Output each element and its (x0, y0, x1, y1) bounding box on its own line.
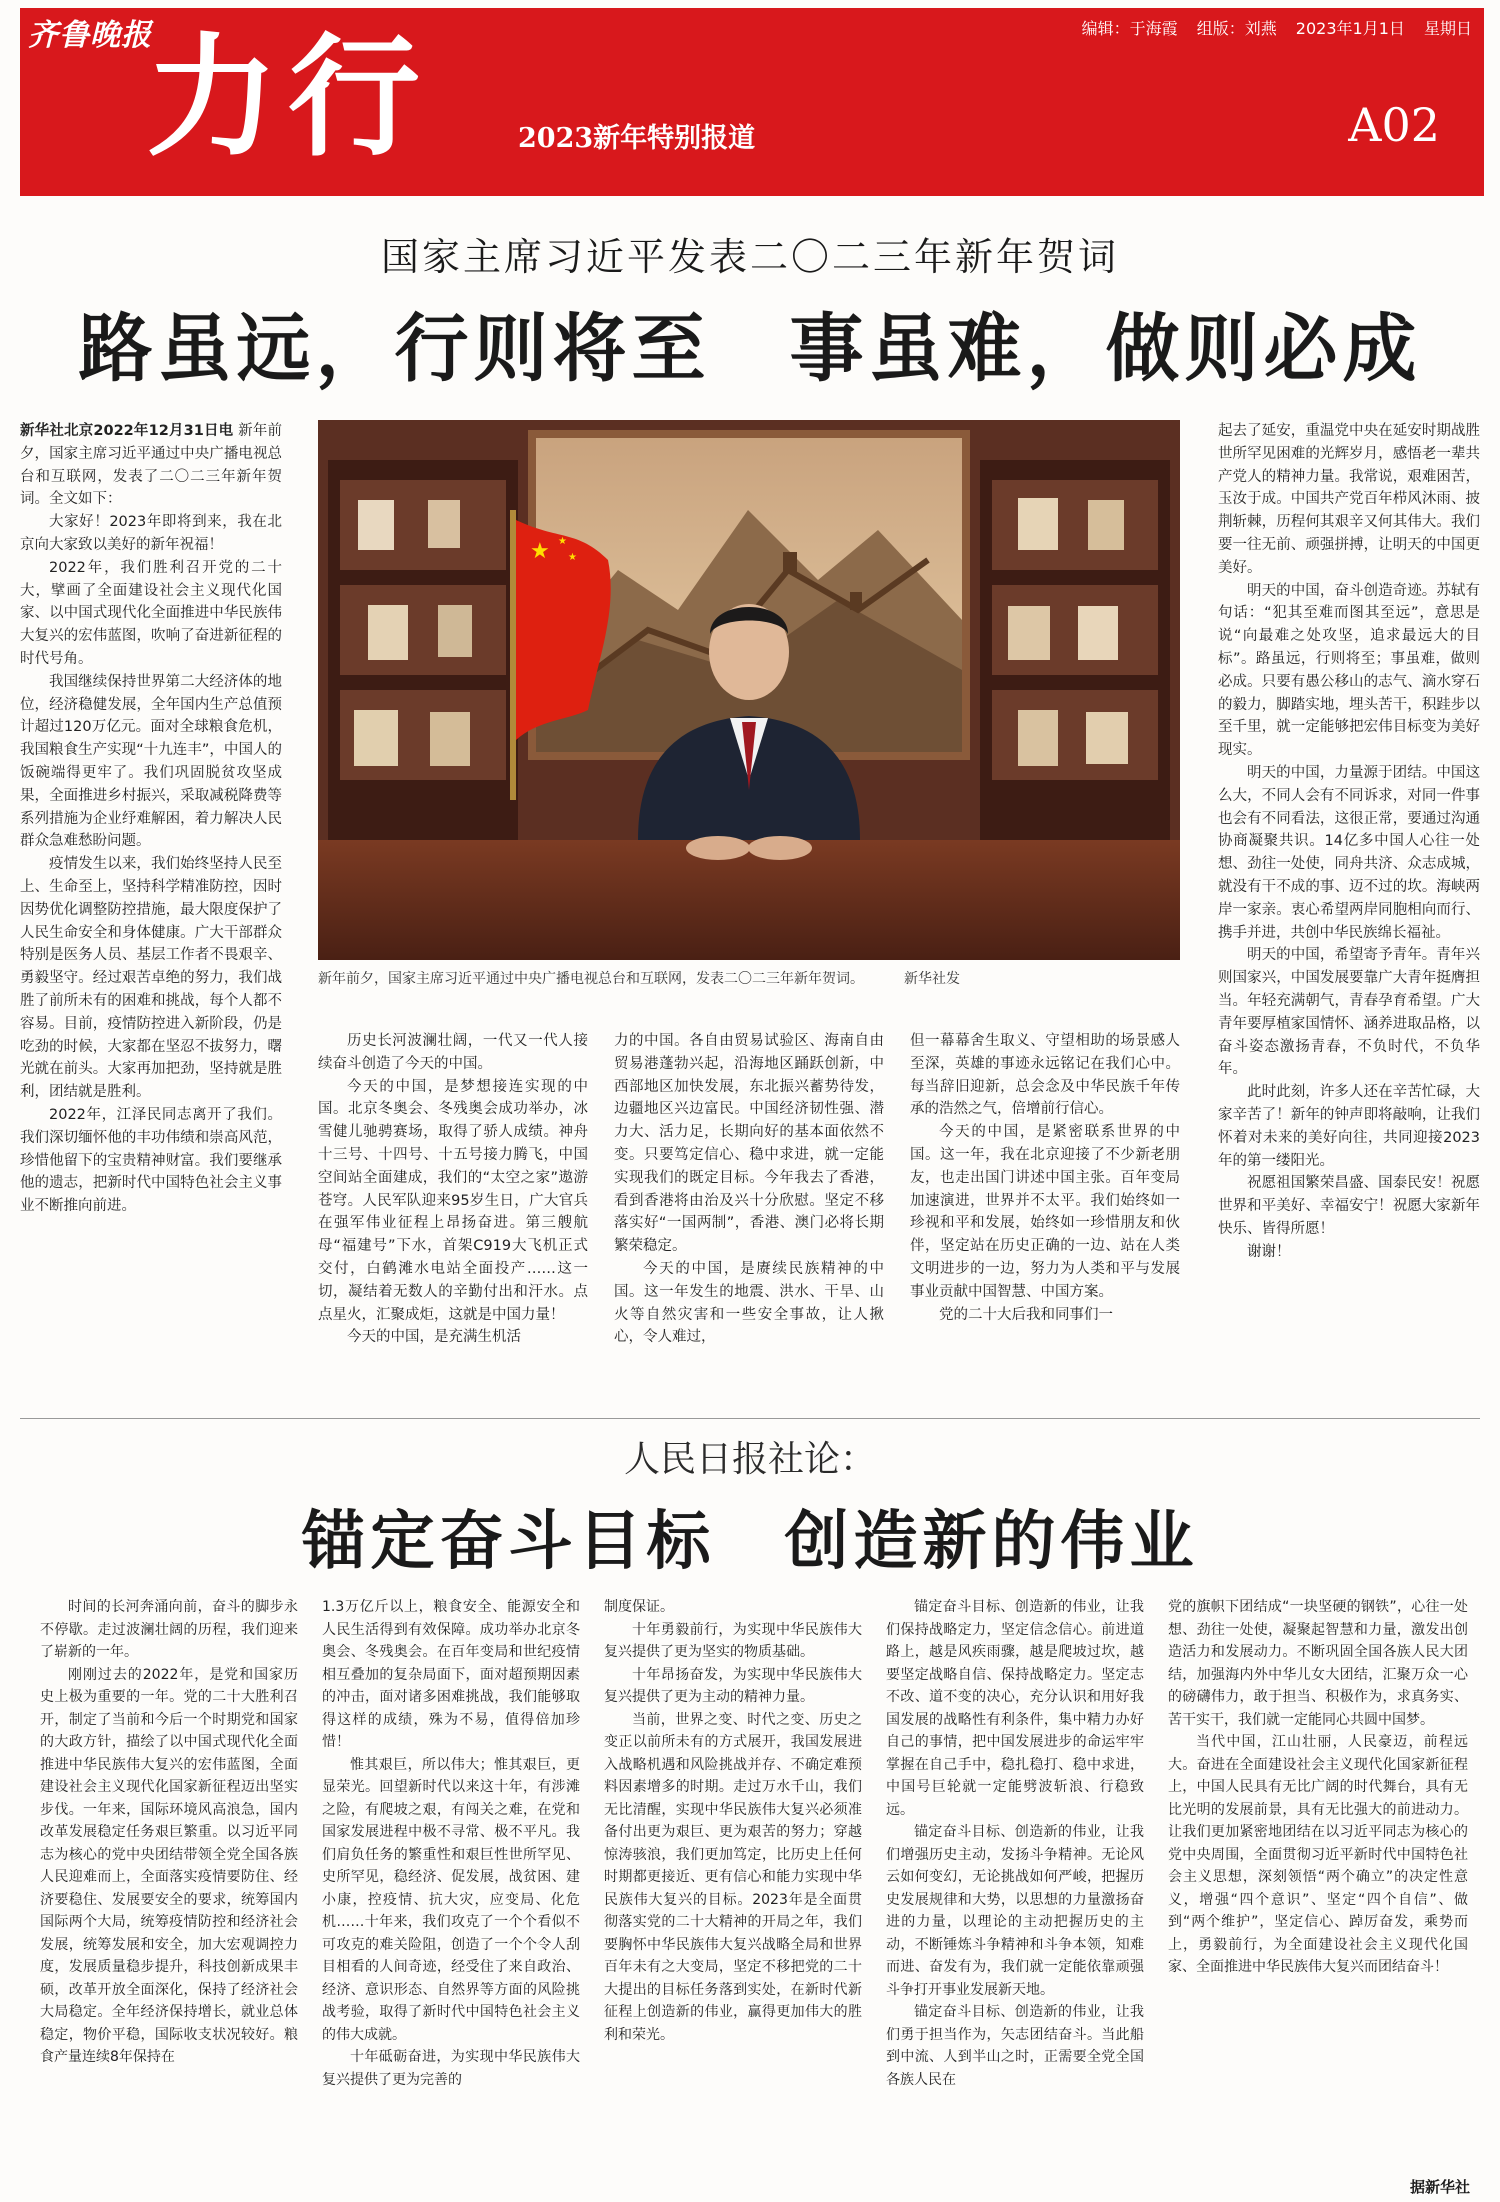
paragraph: 我国继续保持世界第二大经济体的地位，经济稳健发展，全年国内生产总值预计超过120万亿元。面对全球粮食危机，我国粮食生产实现“十九连丰”，中国人的饭碗端得更牢了。我们巩固脱贫攻坚成果，全面推进乡村振兴，采取减税降费等系列措施为企业纾难解困，着力解决人民群众急难愁盼问题。 (20, 673, 282, 850)
paragraph: 谢谢！ (1247, 1243, 1291, 1260)
section-divider (20, 1418, 1480, 1419)
article-1-left-column (20, 420, 282, 1410)
caption-text: 新年前夕，国家主席习近平通过中央广播电视总台和互联网，发表二〇二三年新年贺词。 (318, 971, 864, 987)
paragraph: 今天的中国，是梦想接连实现的中国。北京冬奥会、冬残奥会成功举办，冰雪健儿驰骋赛场，取得了骄人成绩。神舟十三号、十四号、十五号接力腾飞，中国空间站全面建成，我们的“太空之家”遨游苍穹。人民军队迎来95岁生日，广大官兵在强军伟业征程上昂扬奋进。第三艘航母“福建号”下水，首架C919大飞机正式交付，白鹤滩水电站全面投产……这一切，凝结着无数人的辛勤付出和汗水。点点星火，汇聚成炬，这就是中国力量！ (318, 1078, 588, 1323)
paragraph: 2022年，我们胜利召开党的二十大，擘画了全面建设社会主义现代化国家、以中国式现代化全面推进中华民族伟大复兴的宏伟蓝图，吹响了奋进新征程的时代号角。 (20, 559, 282, 667)
page-number: A02 (1348, 98, 1440, 152)
paragraph: 起去了延安，重温党中央在延安时期战胜世所罕见困难的光辉岁月，感悟老一辈共产党人的精神力量。我常说，艰难困苦，玉汝于成。中国共产党百年栉风沐雨、披荆斩棘，历程何其艰辛又何其伟大。我们要一往无前、顽强拼搏，让明天的中国更美好。 (1218, 423, 1480, 576)
paragraph: 惟其艰巨，所以伟大；惟其艰巨，更显荣光。回望新时代以来这十年，有涉滩之险，有爬坡之艰，有闯关之难，在党和国家发展进程中极不寻常、极不平凡。我们肩负任务的繁重性和艰巨性世所罕见、史所罕见，稳经济、促发展，战贫困、建小康，控疫情、抗大灾，应变局、化危机……十年来，我们攻克了一个个看似不可攻克的难关险阻，创造了一个个令人刮目相看的人间奇迹，经受住了来自政治、经济、意识形态、自然界等方面的风险挑战考验，取得了新时代中国特色社会主义的伟大成就。 (322, 1756, 580, 2043)
news-photo-illustration (318, 420, 1180, 960)
paragraph: 2022年，江泽民同志离开了我们。我们深切缅怀他的丰功伟绩和崇高风范，珍惜他留下的宝贵精神财富。我们要继承他的遗志，把新时代中国特色社会主义事业不断推向前进。 (20, 1106, 282, 1215)
issue-weekday: 星期日 (1423, 19, 1472, 38)
article-2-column-2 (322, 1596, 580, 2171)
paragraph: 今天的中国，是赓续民族精神的中国。这一年发生的地震、洪水、干旱、山火等自然灾害和一些安全事故，让人揪心，令人难过， (614, 1260, 884, 1346)
special-report-label: 2023新年特别报道 (518, 123, 756, 154)
news-photo (318, 420, 1180, 960)
article-1-mid-column-1 (318, 1030, 588, 1410)
paragraph: 当前，世界之变、时代之变、历史之变正以前所未有的方式展开，我国发展进入战略机遇和风险挑战并存、不确定难预料因素增多的时期。走过万水千山，我们无比清醒，实现中华民族伟大复兴必须准备付出更为艰巨、更为艰苦的努力；穿越惊涛骇浪，我们更加笃定，比历史上任何时期都更接近、更有信心和能力实现中华民族伟大复兴的目标。2023年是全面贯彻落实党的二十大精神的开局之年，我们要胸怀中华民族伟大复兴战略全局和世界百年未有之大变局，坚定不移把党的二十大提出的目标任务落到实处，在新时代新征程上创造新的伟业，赢得更加伟大的胜利和荣光。 (604, 1711, 862, 2043)
paragraph: 但一幕幕舍生取义、守望相助的场景感人至深，英雄的事迹永远铭记在我们心中。每当辞旧迎新，总会念及中华民族千年传承的浩然之气，倍增前行信心。 (910, 1033, 1180, 1118)
paragraph: 刚刚过去的2022年，是党和国家历史上极为重要的一年。党的二十大胜利召开，制定了当前和今后一个时期党和国家的大政方针，描绘了以中国式现代化全面推进中华民族伟大复兴的宏伟蓝图，全面建设社会主义现代化国家新征程迈出坚实步伐。一年来，国际环境风高浪急，国内改革发展稳定任务艰巨繁重。以习近平同志为核心的党中央团结带领全党全国各族人民迎难而上，全面落实疫情要防住、经济要稳住、发展要安全的要求，统筹国内国际两个大局，统筹疫情防控和经济社会发展，统筹发展和安全，加大宏观调控力度，发展质量稳步提升，科技创新成果丰硕，改革开放全面深化，保持了经济社会大局稳定。全年经济保持增长，就业总体稳定，物价平稳，国际收支状况较好。粮食产量连续8年保持在 (40, 1666, 298, 2065)
paragraph: 十年砥砺奋进，为实现中华民族伟大复兴提供了更为完善的 (322, 2049, 580, 2088)
paragraph: 党的旗帜下团结成“一块坚硬的钢铁”，心往一处想、劲往一处使，凝聚起智慧和力量，激发出创造活力和发展动力。不断巩固全国各族人民大团结，加强海内外中华儿女大团结，汇聚万众一心的磅礴伟力，敢于担当、积极作为，求真务实、苦干实干，我们就一定能同心共圆中国梦。 (1168, 1599, 1468, 1728)
paragraph: 十年昂扬奋发，为实现中华民族伟大复兴提供了更为主动的精神力量。 (604, 1666, 862, 1705)
paragraph: 祝愿祖国繁荣昌盛、国泰民安！祝愿世界和平美好、幸福安宁！祝愿大家新年快乐、皆得所愿！ (1218, 1175, 1480, 1237)
article-2-column-1 (40, 1596, 298, 2171)
svg-text:★: ★ (530, 539, 550, 564)
paragraph: 疫情发生以来，我们始终坚持人民至上、生命至上，坚持科学精准防控，因时因势优化调整防控措施，最大限度保护了人民生命安全和身体健康。广大干部群众特别是医务人员、基层工作者不畏艰辛、勇毅坚守。经过艰苦卓绝的努力，我们战胜了前所未有的困难和挑战，每个人都不容易。目前，疫情防控进入新阶段，仍是吃劲的时候，大家都在坚忍不拔努力，曙光就在前头。大家再加把劲，坚持就是胜利，团结就是胜利。 (20, 856, 282, 1101)
dateline: 新华社北京2022年12月31日电 (20, 423, 234, 439)
paragraph: 党的二十大后我和同事们一 (939, 1306, 1113, 1323)
page-meta (1068, 16, 1472, 39)
photo-caption (318, 968, 1180, 988)
paragraph: 明天的中国，力量源于团结。中国这么大，不同人会有不同诉求，对同一件事也会有不同看法，这很正常，要通过沟通协商凝聚共识。14亿多中国人心往一处想、劲往一处使，同舟共济、众志成城，就没有干不成的事、迈不过的坎。海峡两岸一家亲。衷心希望两岸同胞相向而行、携手并进，共创中华民族绵长福祉。 (1218, 764, 1480, 941)
paragraph: 今天的中国，是紧密联系世界的中国。这一年，我在北京迎接了不少新老朋友，也走出国门讲述中国主张。百年变局加速演进，世界并不太平。我们始终如一珍视和平和发展，始终如一珍惜朋友和伙伴，坚定站在历史正确的一边、站在人类文明进步的一边，努力为人类和平与发展事业贡献中国智慧、中国方案。 (910, 1124, 1180, 1300)
lead-text: 新年前夕，国家主席习近平通过中央广播电视总台和互联网，发表了二〇二三年新年贺词。全文如下： (20, 423, 282, 508)
paragraph: 锚定奋斗目标、创造新的伟业，让我们保持战略定力，坚定信念信心。前进道路上，越是风疾雨骤，越是爬坡过坎，越要坚定战略自信、保持战略定力。坚定志不改、道不变的决心，充分认识和用好我国发展的战略性有利条件，集中精力办好自己的事情，把中国发展进步的命运牢牢掌握在自己手中，稳扎稳打、稳中求进，中国号巨轮就一定能劈波斩浪、行稳致远。 (886, 1599, 1144, 1818)
paragraph: 1.3万亿斤以上，粮食安全、能源安全和人民生活得到有效保障。成功举办北京冬奥会、冬残奥会。在百年变局和世纪疫情相互叠加的复杂局面下，面对超预期因素的冲击，面对诸多困难挑战，我们能够取得这样的成绩，殊为不易，值得倍加珍惜！ (322, 1599, 580, 1750)
article-1-right-column (1218, 420, 1480, 1410)
paragraph: 力的中国。各自由贸易试验区、海南自由贸易港蓬勃兴起，沿海地区踊跃创新，中西部地区加快发展，东北振兴蓄势待发，边疆地区兴边富民。中国经济韧性强、潜力大、活力足，长期向好的基本面依然不变。只要笃定信心、稳中求进，就一定能实现我们的既定目标。今年我去了香港，看到香港将由治及兴十分欣慰。坚定不移落实好“一国两制”，香港、澳门必将长期繁荣稳定。 (614, 1033, 884, 1255)
source-credit: 据新华社 (1409, 2178, 1470, 2196)
section-title: 力行 (146, 21, 430, 175)
paragraph: 制度保证。 (604, 1599, 674, 1615)
layout-credit: 组版：刘燕 (1196, 19, 1277, 38)
svg-text:★: ★ (558, 536, 567, 547)
article-2-kicker: 人民日报社论： (623, 1439, 876, 1480)
article-1-mid-column-2 (614, 1030, 884, 1410)
paragraph: 时间的长河奔涌向前，奋斗的脚步永不停歇。走过波澜壮阔的历程，我们迎来了崭新的一年。 (40, 1599, 298, 1660)
paragraph: 十年勇毅前行，为实现中华民族伟大复兴提供了更为坚实的物质基础。 (604, 1621, 862, 1660)
article-1-kicker: 国家主席习近平发表二〇二三年新年贺词 (380, 235, 1119, 279)
paragraph: 历史长河波澜壮阔，一代又一代人接续奋斗创造了今天的中国。 (318, 1033, 588, 1072)
article-2-column-5 (1168, 1596, 1468, 2171)
paragraph: 锚定奋斗目标、创造新的伟业，让我们勇于担当作为，矢志团结奋斗。当此船到中流、人到半山之时，正需要全党全国各族人民在 (886, 2004, 1144, 2088)
article-2-column-4 (886, 1596, 1144, 2171)
paper-logo: 齐鲁晚报 (28, 18, 152, 53)
paragraph: 此时此刻，许多人还在辛苦忙碌，大家辛苦了！新年的钟声即将敲响，让我们怀着对未来的美好向往，共同迎接2023年的第一缕阳光。 (1218, 1084, 1480, 1169)
paragraph: 大家好！2023年即将到来，我在北京向大家致以美好的新年祝福！ (20, 514, 282, 553)
article-1-lead (20, 420, 282, 511)
article-2-headline: 锚定奋斗目标 创造新的伟业 (301, 1504, 1199, 1579)
svg-text:★: ★ (568, 552, 577, 563)
article-1-headline: 路虽远，行则将至 事虽难，做则必成 (78, 306, 1422, 392)
paragraph: 当代中国，江山壮丽，人民豪迈，前程远大。奋进在全面建设社会主义现代化国家新征程上，中国人民具有无比广阔的时代舞台，具有无比光明的发展前景，具有无比强大的前进动力。让我们更加紧密地团结在以习近平同志为核心的党中央周围，全面贯彻习近平新时代中国特色社会主义思想，深刻领悟“两个确立”的决定性意义，增强“四个意识”、坚定“四个自信”、做到“两个维护”，坚定信心、踔厉奋发，乘势而上，勇毅前行，为全面建设社会主义现代化国家、全面推进中华民族伟大复兴而团结奋斗！ (1168, 1734, 1468, 1975)
editor-credit: 编辑：于海霞 (1081, 19, 1178, 38)
issue-date: 2023年1月1日 (1295, 19, 1405, 38)
paragraph: 锚定奋斗目标、创造新的伟业，让我们增强历史主动，发扬斗争精神。无论风云如何变幻，无论挑战如何严峻，把握历史发展规律和大势，以思想的力量激扬奋进的力量，以理论的主动把握历史的主动，不断锤炼斗争精神和斗争本领，知难而进、奋发有为，我们就一定能依靠顽强斗争打开事业发展新天地。 (886, 1824, 1144, 1998)
article-1-mid-column-3 (910, 1030, 1180, 1410)
masthead (20, 8, 1484, 196)
paragraph: 明天的中国，希望寄予青年。青年兴则国家兴，中国发展要靠广大青年挺膺担当。年轻充满朝气，青春孕育希望。广大青年要厚植家国情怀、涵养进取品格，以奋斗姿态激扬青春，不负时代，不负华年。 (1218, 947, 1480, 1078)
photo-credit: 新华社发 (904, 971, 960, 987)
paragraph: 明天的中国，奋斗创造奇迹。苏轼有句话：“犯其至难而图其至远”，意思是说“向最难之处攻坚，追求最远大的目标”。路虽远，行则将至；事虽难，做则必成。只要有愚公移山的志气、滴水穿石的毅力，脚踏实地，埋头苦干，积跬步以至千里，就一定能够把宏伟目标变为美好现实。 (1218, 582, 1480, 759)
article-2-column-3 (604, 1596, 862, 2171)
paragraph: 今天的中国，是充满生机活 (347, 1329, 521, 1346)
